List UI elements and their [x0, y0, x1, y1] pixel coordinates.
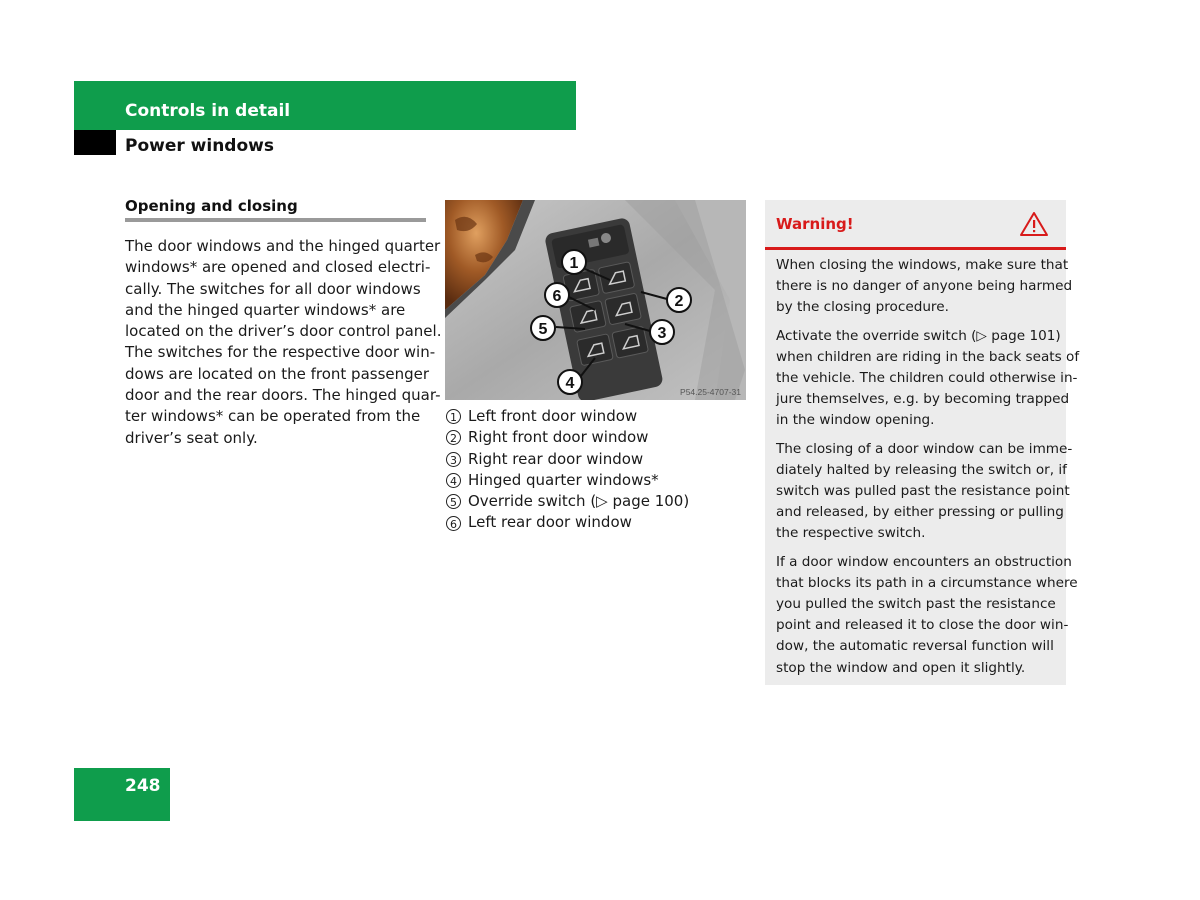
warning-line: If a door window encounters an obstruction: [776, 553, 1072, 570]
callout-number: 6: [446, 516, 461, 531]
warning-line: The closing of a door window can be imme-: [776, 440, 1073, 457]
warning-paragraph: [776, 326, 1080, 432]
warning-line: when children are riding in the back seats of: [776, 348, 1080, 365]
warning-rule: [765, 247, 1066, 250]
figure-ref-code: P54.25-4707-31: [680, 387, 741, 397]
warning-line: the vehicle. The children could otherwise in-: [776, 370, 1078, 387]
section-heading: Power windows: [125, 136, 274, 156]
body-line: ter windows* can be operated from the: [125, 407, 421, 426]
warning-line: there is no danger of anyone being harmed: [776, 278, 1073, 295]
body-line: driver’s seat only.: [125, 428, 258, 447]
list-item: [446, 512, 689, 533]
header-marker: [74, 130, 116, 155]
warning-line: diately halted by releasing the switch or, if: [776, 461, 1067, 478]
svg-text:3: 3: [657, 325, 667, 342]
warning-line: jure themselves, e.g. by becoming trapped: [776, 391, 1070, 408]
warning-line: the respective switch.: [776, 525, 926, 542]
callout-number: 1: [446, 409, 461, 424]
body-line: windows* are opened and closed electri-: [125, 258, 431, 277]
warning-line: you pulled the switch past the resistance: [776, 596, 1056, 613]
page-number: 248: [125, 776, 161, 796]
warning-paragraph: [776, 439, 1073, 545]
body-line: The switches for the respective door win-: [125, 343, 436, 362]
body-text: [125, 236, 442, 449]
marker-4: [558, 370, 582, 394]
warning-title: Warning!: [776, 215, 854, 233]
list-item: [446, 406, 689, 427]
svg-text:6: 6: [552, 288, 562, 305]
callout-list: [446, 406, 689, 534]
svg-text:2: 2: [674, 293, 684, 310]
callout-text: Hinged quarter windows*: [468, 470, 659, 489]
warning-body: [776, 255, 1080, 686]
list-item: [446, 427, 689, 448]
marker-6: [545, 283, 569, 307]
marker-3: [650, 320, 674, 344]
warning-paragraph: [776, 255, 1073, 319]
warning-triangle-icon: [1019, 211, 1049, 237]
callout-text: Left rear door window: [468, 513, 632, 532]
warning-line: Activate the override switch (▷ page 101): [776, 327, 1061, 344]
svg-text:1: 1: [569, 255, 579, 272]
marker-5: [531, 316, 555, 340]
warning-line: that blocks its path in a circumstance where: [776, 574, 1078, 591]
callout-text: Right rear door window: [468, 449, 644, 468]
svg-text:5: 5: [538, 321, 548, 338]
body-line: and the hinged quarter windows* are: [125, 300, 406, 319]
marker-2: [667, 288, 691, 312]
callout-number: 2: [446, 430, 461, 445]
callout-number: 4: [446, 473, 461, 488]
body-line: door and the rear doors. The hinged quar-: [125, 386, 441, 405]
callout-number: 3: [446, 452, 461, 467]
warning-line: stop the window and open it slightly.: [776, 659, 1026, 676]
chapter-title: Controls in detail: [125, 101, 291, 121]
list-item: [446, 470, 689, 491]
svg-text:4: 4: [565, 375, 575, 392]
body-line: cally. The switches for all door windows: [125, 279, 421, 298]
subsection-rule: [125, 218, 426, 222]
body-line: located on the driver’s door control panel.: [125, 322, 442, 341]
callout-number: 5: [446, 494, 461, 509]
warning-line: and released, by either pressing or pulling: [776, 504, 1064, 521]
marker-1: [562, 250, 586, 274]
warning-line: switch was pulled past the resistance point: [776, 483, 1070, 500]
list-item: [446, 449, 689, 470]
callout-text: Left front door window: [468, 407, 638, 425]
warning-line: in the window opening.: [776, 412, 935, 429]
subsection-title: Opening and closing: [125, 197, 298, 215]
callout-text: Override switch (▷ page 100): [468, 492, 690, 511]
body-line: The door windows and the hinged quarter: [125, 237, 441, 255]
body-line: dows are located on the front passenger: [125, 364, 430, 383]
list-item: [446, 491, 689, 512]
warning-line: dow, the automatic reversal function will: [776, 638, 1054, 655]
warning-line: by the closing procedure.: [776, 299, 949, 316]
warning-line: point and released it to close the door win-: [776, 617, 1069, 634]
warning-paragraph: [776, 552, 1078, 679]
door-panel-photo: [445, 200, 746, 400]
callout-text: Right front door window: [468, 428, 649, 447]
warning-line: When closing the windows, make sure that: [776, 257, 1069, 273]
